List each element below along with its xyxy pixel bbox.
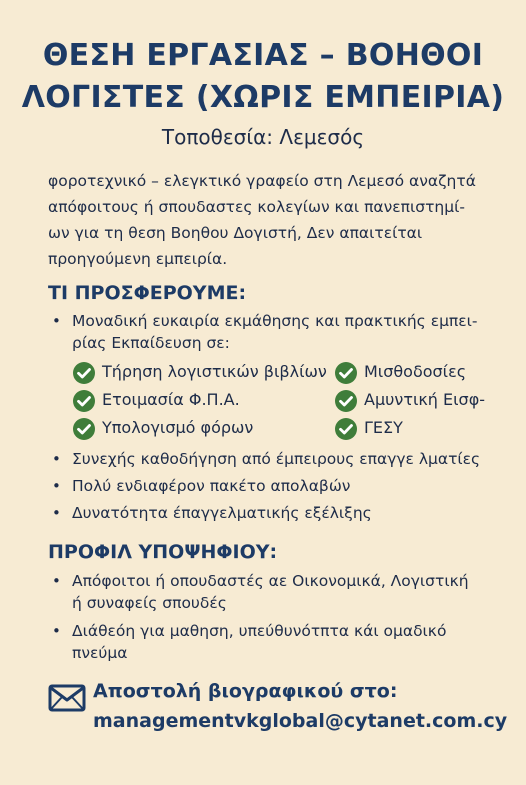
check-text: Υπολογισμό φόρων <box>102 418 254 437</box>
bullet-dot-icon: • <box>52 622 61 640</box>
bullet-dot-icon: • <box>52 572 61 590</box>
check-circle-icon <box>334 361 358 385</box>
bullet-text: Πολύ ενδιαφέρον πακέτο απολαβών <box>72 477 351 495</box>
intro-line: προηγούμενη εμπειρία. <box>48 250 228 268</box>
bullet-dot-icon: • <box>52 504 61 522</box>
contact-label: Αποστολή βιογραφικού στο: <box>93 680 398 702</box>
check-text: Μισθοδοσίες <box>364 362 467 381</box>
check-text: Τήρηση λογιστικών βιβλίων <box>102 362 327 381</box>
profile-heading: ΠΡΟΦΙΛ ΥΠΟΨΗΦΙΟΥ: <box>48 541 278 563</box>
check-circle-icon <box>72 417 96 441</box>
check-circle-icon <box>72 361 96 385</box>
check-text: Ετοιμασία Φ.Π.Α. <box>102 390 240 409</box>
intro-line: φοροτεχνικό – ελεγκτικό γραφείο στη Λεμεσό αναζητά <box>48 172 476 190</box>
contact-block <box>48 680 508 740</box>
check-text: ΓΕΣΥ <box>364 418 403 437</box>
bullet-dot-icon: • <box>52 450 61 468</box>
contact-email-link[interactable]: managementvkglobal@cytanet.com.cy <box>93 710 508 732</box>
check-circle-icon <box>72 389 96 413</box>
title-line-1: ΘΕΣΗ ΕΡΓΑΣΙΑΣ – ΒΟΗΘΟΙ <box>42 38 484 73</box>
location-text: Τοποθεσία: Λεμεσός <box>161 125 365 149</box>
bullet-text: Συνεχής καθοδήγηση από έμπειρους επαγγε λματίες <box>72 450 481 468</box>
intro-line: απόφοιτους ή σπουδαστες κολεγίων και πανεπιστημί- <box>48 198 465 216</box>
title-line-2: ΛΟΓΙΣΤΕΣ (ΧΩΡΙΣ ΕΜΠΕΙΡΙΑ) <box>21 80 505 115</box>
check-item <box>72 362 332 386</box>
check-item <box>72 418 332 442</box>
intro-line: ων για τη θεση Βοηθου Δογιστή, Δεν απαιτείται <box>48 224 423 242</box>
bullet-text: ή συναφείς σπουδές <box>72 594 227 612</box>
bullet-dot-icon: • <box>52 312 61 330</box>
bullet-dot-icon: • <box>52 477 61 495</box>
check-item <box>334 418 504 442</box>
check-item <box>72 390 332 414</box>
envelope-icon <box>48 684 86 712</box>
check-item <box>334 390 504 414</box>
offer-heading: ΤΙ ΠΡΟΣΦΕΡΟΥΜΕ: <box>48 282 247 304</box>
check-text: Αμυντική Εισφ- <box>364 390 486 409</box>
bullet-text: πνεύμα <box>72 644 128 662</box>
bullet-text: Δυνατότητα έπαγγελματικής εξέλιξης <box>72 504 372 522</box>
bullet-text: Μοναδική ευκαιρία εκμάθησης και πρακτικής εμπει- <box>72 312 478 330</box>
bullet-text: Διάθεόη για μαθηση, υπεύθυνότπτα κάι ομαδικό <box>72 622 447 640</box>
bullet-text: Απόφοιτοι ή οπουδαστές αε Οικονομικά, Λογιστική <box>72 572 469 590</box>
check-circle-icon <box>334 389 358 413</box>
check-item <box>334 362 504 386</box>
check-circle-icon <box>334 417 358 441</box>
bullet-text: ρίας Εκπαίδευση σε: <box>72 334 230 352</box>
